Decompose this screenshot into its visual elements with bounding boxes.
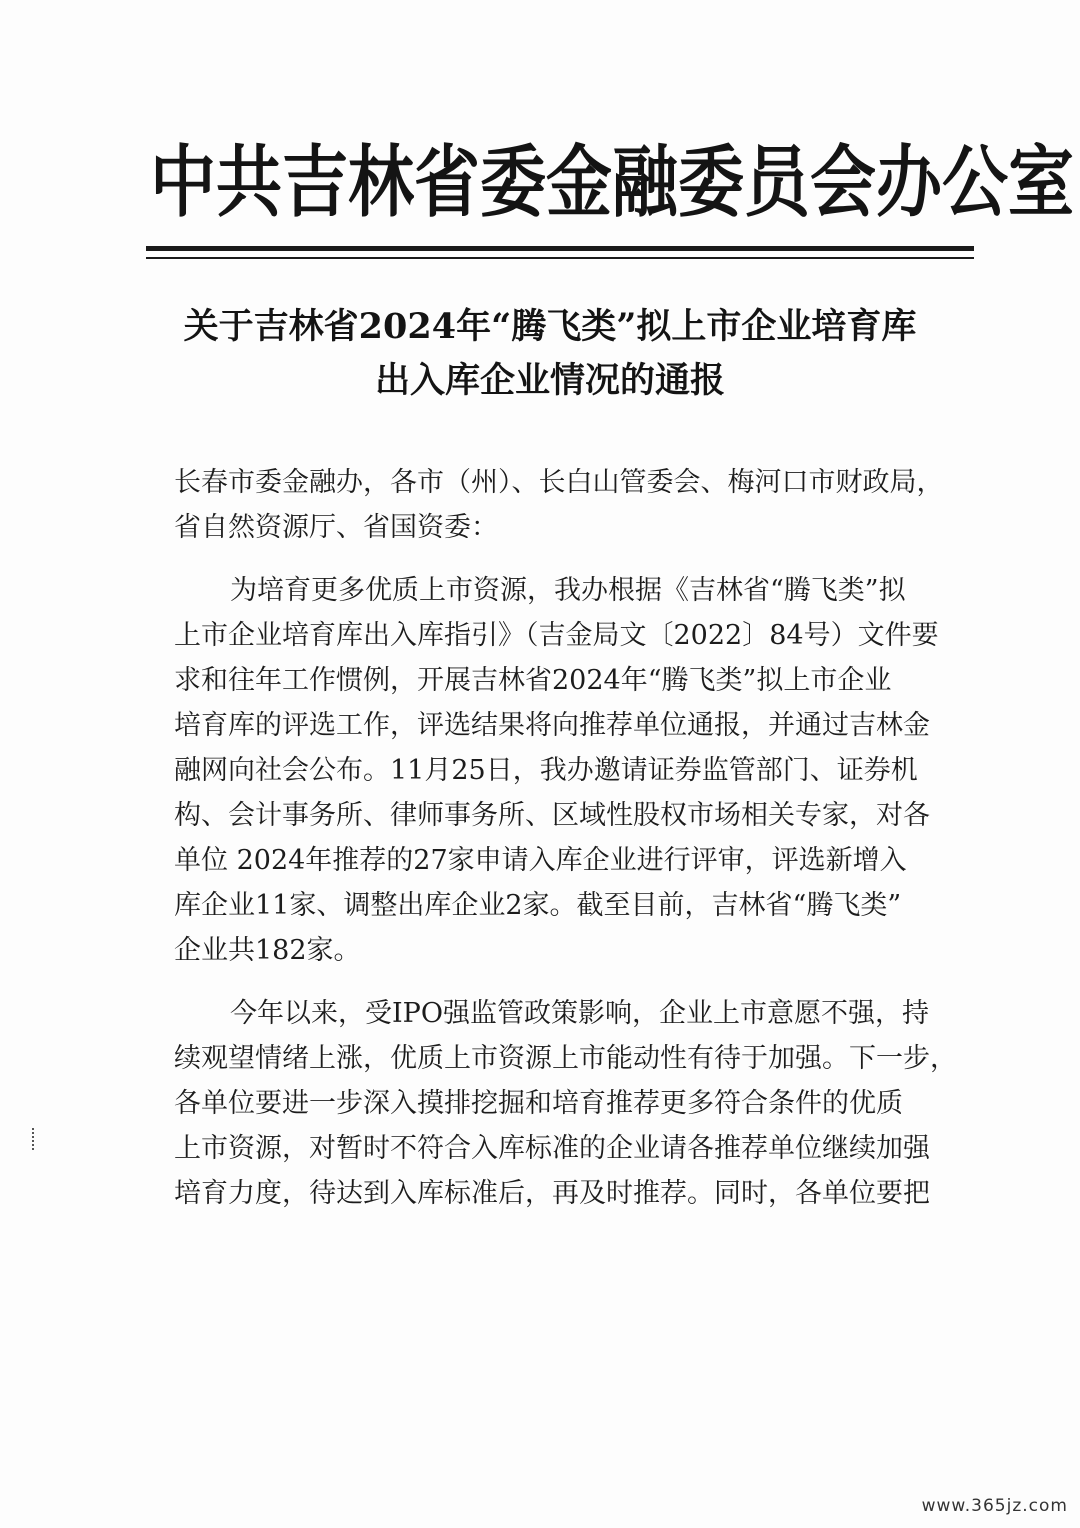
title-line-1: 关于吉林省2024年“腾飞类”拟上市企业培育库	[183, 306, 917, 347]
paragraph-1-line: 企业共182家。	[174, 935, 361, 966]
paragraph-1-line: 构、会计事务所、律师事务所、区域性股权市场相关专家，对各	[174, 800, 930, 831]
paragraph-1-line: 上市企业培育库出入库指引》（吉金局文〔2022〕84号）文件要	[174, 620, 939, 651]
title-line-2: 出入库企业情况的通报	[374, 360, 725, 401]
paragraph-2-line: 各单位要进一步深入摸排挖掘和培育推荐更多符合条件的优质	[174, 1088, 903, 1119]
header-rule-thin	[146, 257, 974, 259]
paragraph-1-line: 融网向社会公布。11月25日，我办邀请证券监管部门、证券机	[174, 755, 918, 786]
paragraph-2-line: 续观望情绪上涨，优质上市资源上市能动性有待于加强。下一步，	[174, 1043, 957, 1074]
paragraph-2-line: 今年以来，受IPO强监管政策影响，企业上市意愿不强，持	[230, 998, 929, 1029]
paragraph-1-line: 培育库的评选工作，评选结果将向推荐单位通报，并通过吉林金	[174, 710, 930, 741]
paragraph-2	[174, 991, 957, 1216]
binding-margin-mark	[32, 1128, 38, 1150]
paragraph-1	[174, 568, 944, 973]
paragraph-1-line: 为培育更多优质上市资源，我办根据《吉林省“腾飞类”拟	[230, 575, 906, 606]
header-rule-thick	[146, 246, 974, 251]
paragraph-1-line: 单位 2024年推荐的27家申请入库企业进行评审，评选新增入	[174, 845, 907, 876]
paragraph-gap	[174, 973, 944, 991]
document-title	[150, 300, 950, 408]
paragraph-2-line: 上市资源，对暂时不符合入库标准的企业请各推荐单位继续加强	[174, 1133, 930, 1164]
issuer-masthead: 中共吉林省委金融委员会办公室	[150, 136, 1074, 228]
paragraph-1-line: 求和往年工作惯例，开展吉林省2024年“腾飞类”拟上市企业	[174, 665, 892, 696]
paragraph-gap	[174, 550, 944, 568]
recipients-line-2: 省自然资源厅、省国资委：	[174, 512, 498, 543]
site-watermark: www.365jz.com	[921, 1496, 1068, 1516]
paragraph-1-line: 库企业11家、调整出库企业2家。截至目前，吉林省“腾飞类”	[174, 890, 902, 921]
paragraph-2-line: 培育力度，待达到入库标准后，再及时推荐。同时，各单位要把	[174, 1178, 930, 1209]
recipients	[174, 460, 944, 550]
document-body	[174, 460, 957, 1216]
recipients-line-1: 长春市委金融办，各市（州）、长白山管委会、梅河口市财政局，	[174, 467, 944, 498]
